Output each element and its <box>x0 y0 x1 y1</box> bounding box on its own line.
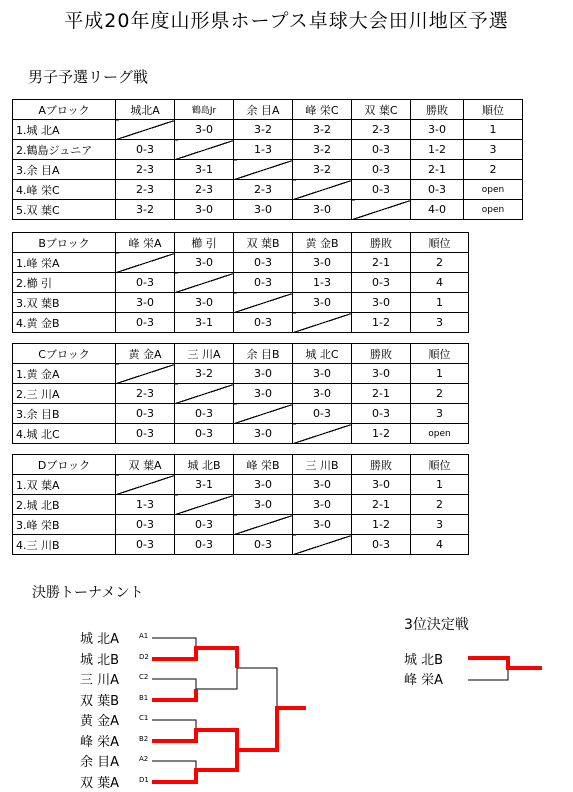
score-cell: 2-3 <box>116 384 175 404</box>
seed-label: A1 <box>139 632 149 640</box>
score-cell: 0-3 <box>116 424 175 444</box>
winner-line <box>468 658 542 668</box>
score-cell: 3-0 <box>175 253 234 273</box>
header-cell: Dブロック <box>13 455 116 475</box>
rank-cell: 4 <box>411 273 469 293</box>
bracket-line <box>196 730 237 750</box>
score-cell: 3-0 <box>175 293 234 313</box>
rank-cell: 2 <box>411 253 469 273</box>
score-cell: 0-3 <box>175 535 234 555</box>
bracket-entry: 城 北A <box>80 632 120 647</box>
score-cell: 3-0 <box>293 384 352 404</box>
header-cell: 黄 金B <box>293 233 352 253</box>
winner-line <box>152 730 237 750</box>
bracket-entry: 双 葉A <box>80 776 120 791</box>
rank-cell: 1 <box>464 120 523 140</box>
header-cell: 順位 <box>411 344 469 364</box>
score-cell: 3-1 <box>175 313 234 333</box>
header-cell: 順位 <box>411 455 469 475</box>
score-cell: 2-3 <box>116 180 175 200</box>
bracket-line <box>152 679 196 689</box>
seed-label: B1 <box>139 694 149 702</box>
score-cell: 0-3 <box>116 313 175 333</box>
header-cell: 峰 栄A <box>116 233 175 253</box>
record-cell: 0-3 <box>352 535 411 555</box>
score-cell: 0-3 <box>116 140 175 160</box>
header-cell: 双 葉B <box>234 233 293 253</box>
score-cell: 0-3 <box>352 160 411 180</box>
score-cell: 3-1 <box>175 475 234 495</box>
rank-cell: 1 <box>411 364 469 384</box>
bracket-line <box>237 668 277 708</box>
black-lines <box>152 638 508 770</box>
score-cell: 3-1 <box>175 160 234 180</box>
header-cell: 勝敗 <box>352 344 411 364</box>
bracket-entry: 三 川A <box>80 673 120 688</box>
league-subtitle: 男子予選リーグ戦 <box>28 68 149 86</box>
score-cell: 3-0 <box>234 364 293 384</box>
team-name-cell: 4.三 川B <box>13 535 116 555</box>
score-cell: 3-0 <box>175 120 234 140</box>
team-name-cell: 1.双 葉A <box>13 475 116 495</box>
bracket-line <box>152 720 196 730</box>
seed-label: D1 <box>139 776 149 784</box>
team-name-cell: 3.峰 栄B <box>13 515 116 535</box>
header-cell: 余 目B <box>234 344 293 364</box>
score-cell: 3-0 <box>293 293 352 313</box>
rank-cell: 3 <box>411 515 469 535</box>
record-cell: 1-2 <box>352 313 411 333</box>
record-cell: 4-0 <box>411 200 464 220</box>
score-cell: 0-3 <box>352 140 411 160</box>
score-cell: 0-3 <box>116 535 175 555</box>
header-cell: 勝敗 <box>352 455 411 475</box>
rank-cell: 2 <box>411 495 469 515</box>
bracket-line <box>152 761 196 770</box>
score-cell: 3-0 <box>234 495 293 515</box>
bracket-entry: 黄 金A <box>80 714 120 729</box>
header-cell: 黄 金A <box>116 344 175 364</box>
rank-cell: 2 <box>464 160 523 180</box>
score-cell: 0-3 <box>175 424 234 444</box>
third-place-entry: 城 北B <box>404 653 444 668</box>
team-name-cell: 5.双 葉C <box>13 200 116 220</box>
header-cell: 順位 <box>464 100 523 120</box>
third-place-entry: 峰 栄A <box>404 673 444 688</box>
seed-label: B2 <box>139 735 149 743</box>
record-cell: 2-1 <box>352 384 411 404</box>
team-name-cell: 2.櫛 引 <box>13 273 116 293</box>
winner-line <box>152 648 237 668</box>
record-cell: 2-1 <box>352 495 411 515</box>
score-cell: 3-0 <box>293 475 352 495</box>
third-place-title: 3位決定戦 <box>404 617 469 633</box>
header-cell: 余 目A <box>234 100 293 120</box>
score-cell: 1-3 <box>293 273 352 293</box>
score-cell: 0-3 <box>116 273 175 293</box>
score-cell: 3-2 <box>293 140 352 160</box>
score-cell: 0-3 <box>175 404 234 424</box>
rank-cell: 3 <box>464 140 523 160</box>
winner-line <box>237 708 306 750</box>
record-cell: 0-3 <box>352 273 411 293</box>
header-cell: 城 北C <box>293 344 352 364</box>
score-cell: 3-0 <box>293 364 352 384</box>
rank-cell: 3 <box>411 313 469 333</box>
bracket-line <box>152 638 196 648</box>
header-cell: 三 川A <box>175 344 234 364</box>
bracket-line <box>196 668 237 689</box>
score-cell: 2-3 <box>234 180 293 200</box>
team-name-cell: 2.鶴島ジュニア <box>13 140 116 160</box>
record-cell: 1-2 <box>352 515 411 535</box>
team-name-cell: 1.峰 栄A <box>13 253 116 273</box>
bracket-entry: 余 目A <box>80 755 120 770</box>
rank-cell: 3 <box>411 404 469 424</box>
seed-label: C2 <box>139 673 149 681</box>
score-cell: 0-3 <box>175 515 234 535</box>
seed-label: D2 <box>139 653 149 661</box>
score-cell: 3-0 <box>234 424 293 444</box>
team-name-cell: 1.黄 金A <box>13 364 116 384</box>
score-cell: 0-3 <box>234 253 293 273</box>
score-cell: 1-3 <box>116 495 175 515</box>
rank-cell: 4 <box>411 535 469 555</box>
score-cell: 3-0 <box>234 475 293 495</box>
record-cell: 1-2 <box>352 424 411 444</box>
team-name-cell: 4.黄 金B <box>13 313 116 333</box>
third-place-line <box>468 668 508 680</box>
rank-cell: open <box>464 200 523 220</box>
score-cell: 3-2 <box>175 364 234 384</box>
rank-cell: 1 <box>411 475 469 495</box>
rank-cell: open <box>464 180 523 200</box>
record-cell: 2-1 <box>352 253 411 273</box>
header-cell: 峰 栄B <box>234 455 293 475</box>
header-cell: 双 葉C <box>352 100 411 120</box>
score-cell: 0-3 <box>293 404 352 424</box>
record-cell: 0-3 <box>352 404 411 424</box>
record-cell: 1-2 <box>411 140 464 160</box>
team-name-cell: 4.城 北C <box>13 424 116 444</box>
team-name-cell: 3.余 目B <box>13 404 116 424</box>
page-title: 平成20年度山形県ホープス卓球大会田川地区予選 <box>64 10 509 32</box>
header-cell: Cブロック <box>13 344 116 364</box>
record-cell: 2-1 <box>411 160 464 180</box>
team-name-cell: 2.城 北B <box>13 495 116 515</box>
score-cell: 3-2 <box>293 160 352 180</box>
team-name-cell: 3.双 葉B <box>13 293 116 313</box>
record-cell: 3-0 <box>411 120 464 140</box>
bracket-entry: 双 葉B <box>80 694 120 709</box>
score-cell: 3-2 <box>116 200 175 220</box>
tournament-title: 決勝トーナメント <box>32 585 144 601</box>
header-cell: 双 葉A <box>116 455 175 475</box>
score-cell: 2-3 <box>116 160 175 180</box>
header-cell: Bブロック <box>13 233 116 253</box>
winner-line <box>152 689 196 700</box>
team-name-cell: 4.峰 栄C <box>13 180 116 200</box>
team-name-cell: 1.城 北A <box>13 120 116 140</box>
team-name-cell: 3.余 目A <box>13 160 116 180</box>
score-cell: 3-0 <box>116 293 175 313</box>
score-cell: 3-2 <box>234 120 293 140</box>
winner-line <box>152 750 237 782</box>
header-cell: Aブロック <box>13 100 116 120</box>
score-cell: 3-0 <box>234 384 293 404</box>
record-cell: 3-0 <box>352 364 411 384</box>
score-cell: 3-2 <box>293 120 352 140</box>
score-cell: 3-0 <box>293 200 352 220</box>
score-cell: 0-3 <box>234 535 293 555</box>
score-cell: 3-0 <box>293 515 352 535</box>
score-cell: 2-3 <box>175 180 234 200</box>
header-cell: 鶴島Jr <box>175 100 234 120</box>
header-cell: 三 川B <box>293 455 352 475</box>
score-cell: 0-3 <box>116 515 175 535</box>
score-cell: 3-0 <box>293 495 352 515</box>
score-cell: 0-3 <box>116 404 175 424</box>
record-cell: 3-0 <box>352 293 411 313</box>
score-cell: 0-3 <box>234 273 293 293</box>
score-cell: 3-0 <box>175 200 234 220</box>
header-cell: 勝敗 <box>411 100 464 120</box>
score-cell: 3-0 <box>234 200 293 220</box>
bracket-entry: 城 北B <box>80 653 120 668</box>
red-lines <box>152 648 542 782</box>
header-cell: 櫛 引 <box>175 233 234 253</box>
header-cell: 峰 栄C <box>293 100 352 120</box>
score-cell: 3-0 <box>293 253 352 273</box>
score-cell: 2-3 <box>352 120 411 140</box>
score-cell: 0-3 <box>352 180 411 200</box>
bracket-entry: 峰 栄A <box>80 735 120 750</box>
header-cell: 城北A <box>116 100 175 120</box>
record-cell: 0-3 <box>411 180 464 200</box>
rank-cell: 1 <box>411 293 469 313</box>
record-cell: 3-0 <box>352 475 411 495</box>
seed-label: A2 <box>139 755 149 763</box>
rank-cell: open <box>411 424 469 444</box>
header-cell: 勝敗 <box>352 233 411 253</box>
header-cell: 城 北B <box>175 455 234 475</box>
score-cell: 1-3 <box>234 140 293 160</box>
seed-label: C1 <box>139 714 149 722</box>
score-cell: 0-3 <box>234 313 293 333</box>
rank-cell: 2 <box>411 384 469 404</box>
team-name-cell: 2.三 川A <box>13 384 116 404</box>
header-cell: 順位 <box>411 233 469 253</box>
